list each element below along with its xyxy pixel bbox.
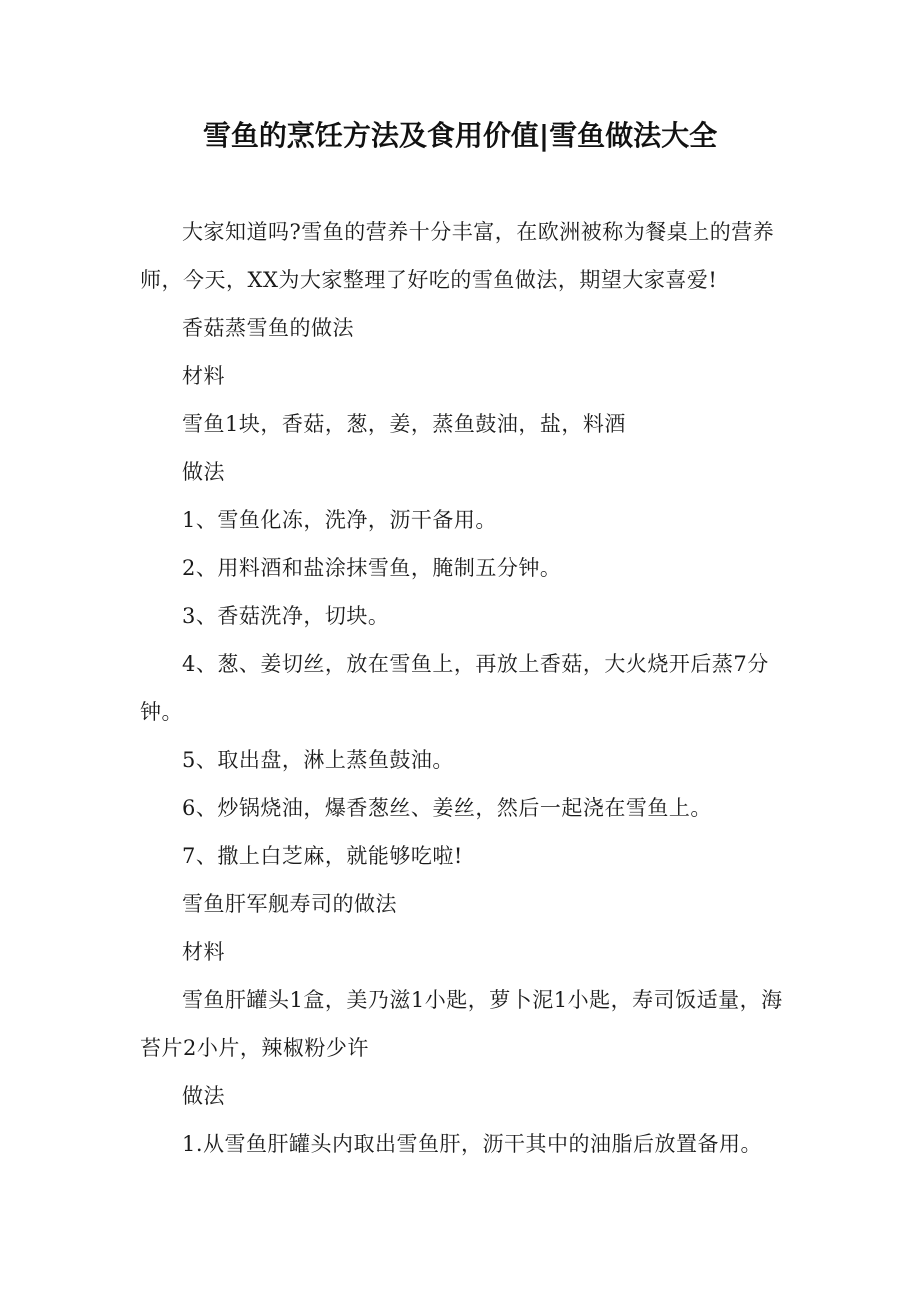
ingredients-list: 雪鱼肝罐头1盒，美乃滋1小匙，萝卜泥1小匙，寿司饭适量，海苔片2小片，辣椒粉少许: [140, 988, 783, 1060]
method-label: 做法: [182, 1084, 225, 1108]
document-body: [140, 208, 790, 1168]
recipe-heading: 雪鱼肝军舰寿司的做法: [182, 892, 397, 916]
step-item: 2、用料酒和盐涂抹雪鱼，腌制五分钟。: [182, 556, 562, 580]
step-item: 5、取出盘，淋上蒸鱼鼓油。: [182, 748, 454, 772]
step-item: 3、香菇洗净，切块。: [182, 604, 390, 628]
method-label: 做法: [182, 460, 225, 484]
step-item: 4、葱、姜切丝，放在雪鱼上，再放上香菇，大火烧开后蒸7分钟。: [140, 652, 769, 724]
step-item: 7、撒上白芝麻，就能够吃啦!: [182, 844, 463, 868]
ingredients-list: 雪鱼1块，香菇，葱，姜，蒸鱼鼓油，盐，料酒: [182, 412, 626, 436]
ingredients-label: 材料: [182, 940, 225, 964]
intro-paragraph: 大家知道吗?雪鱼的营养十分丰富，在欧洲被称为餐桌上的营养师，今天，XX为大家整理了好吃的雪鱼做法，期望大家喜爱!: [140, 220, 775, 292]
step-item: 6、炒锅烧油，爆香葱丝、姜丝，然后一起浇在雪鱼上。: [182, 796, 712, 820]
document-title: 雪鱼的烹饪方法及食用价值|雪鱼做法大全: [202, 119, 718, 152]
step-item: 1、雪鱼化冻，洗净，沥干备用。: [182, 508, 497, 532]
ingredients-label: 材料: [182, 364, 225, 388]
step-item: 1.从雪鱼肝罐头内取出雪鱼肝，沥干其中的油脂后放置备用。: [182, 1132, 763, 1156]
recipe-heading: 香菇蒸雪鱼的做法: [182, 316, 354, 340]
